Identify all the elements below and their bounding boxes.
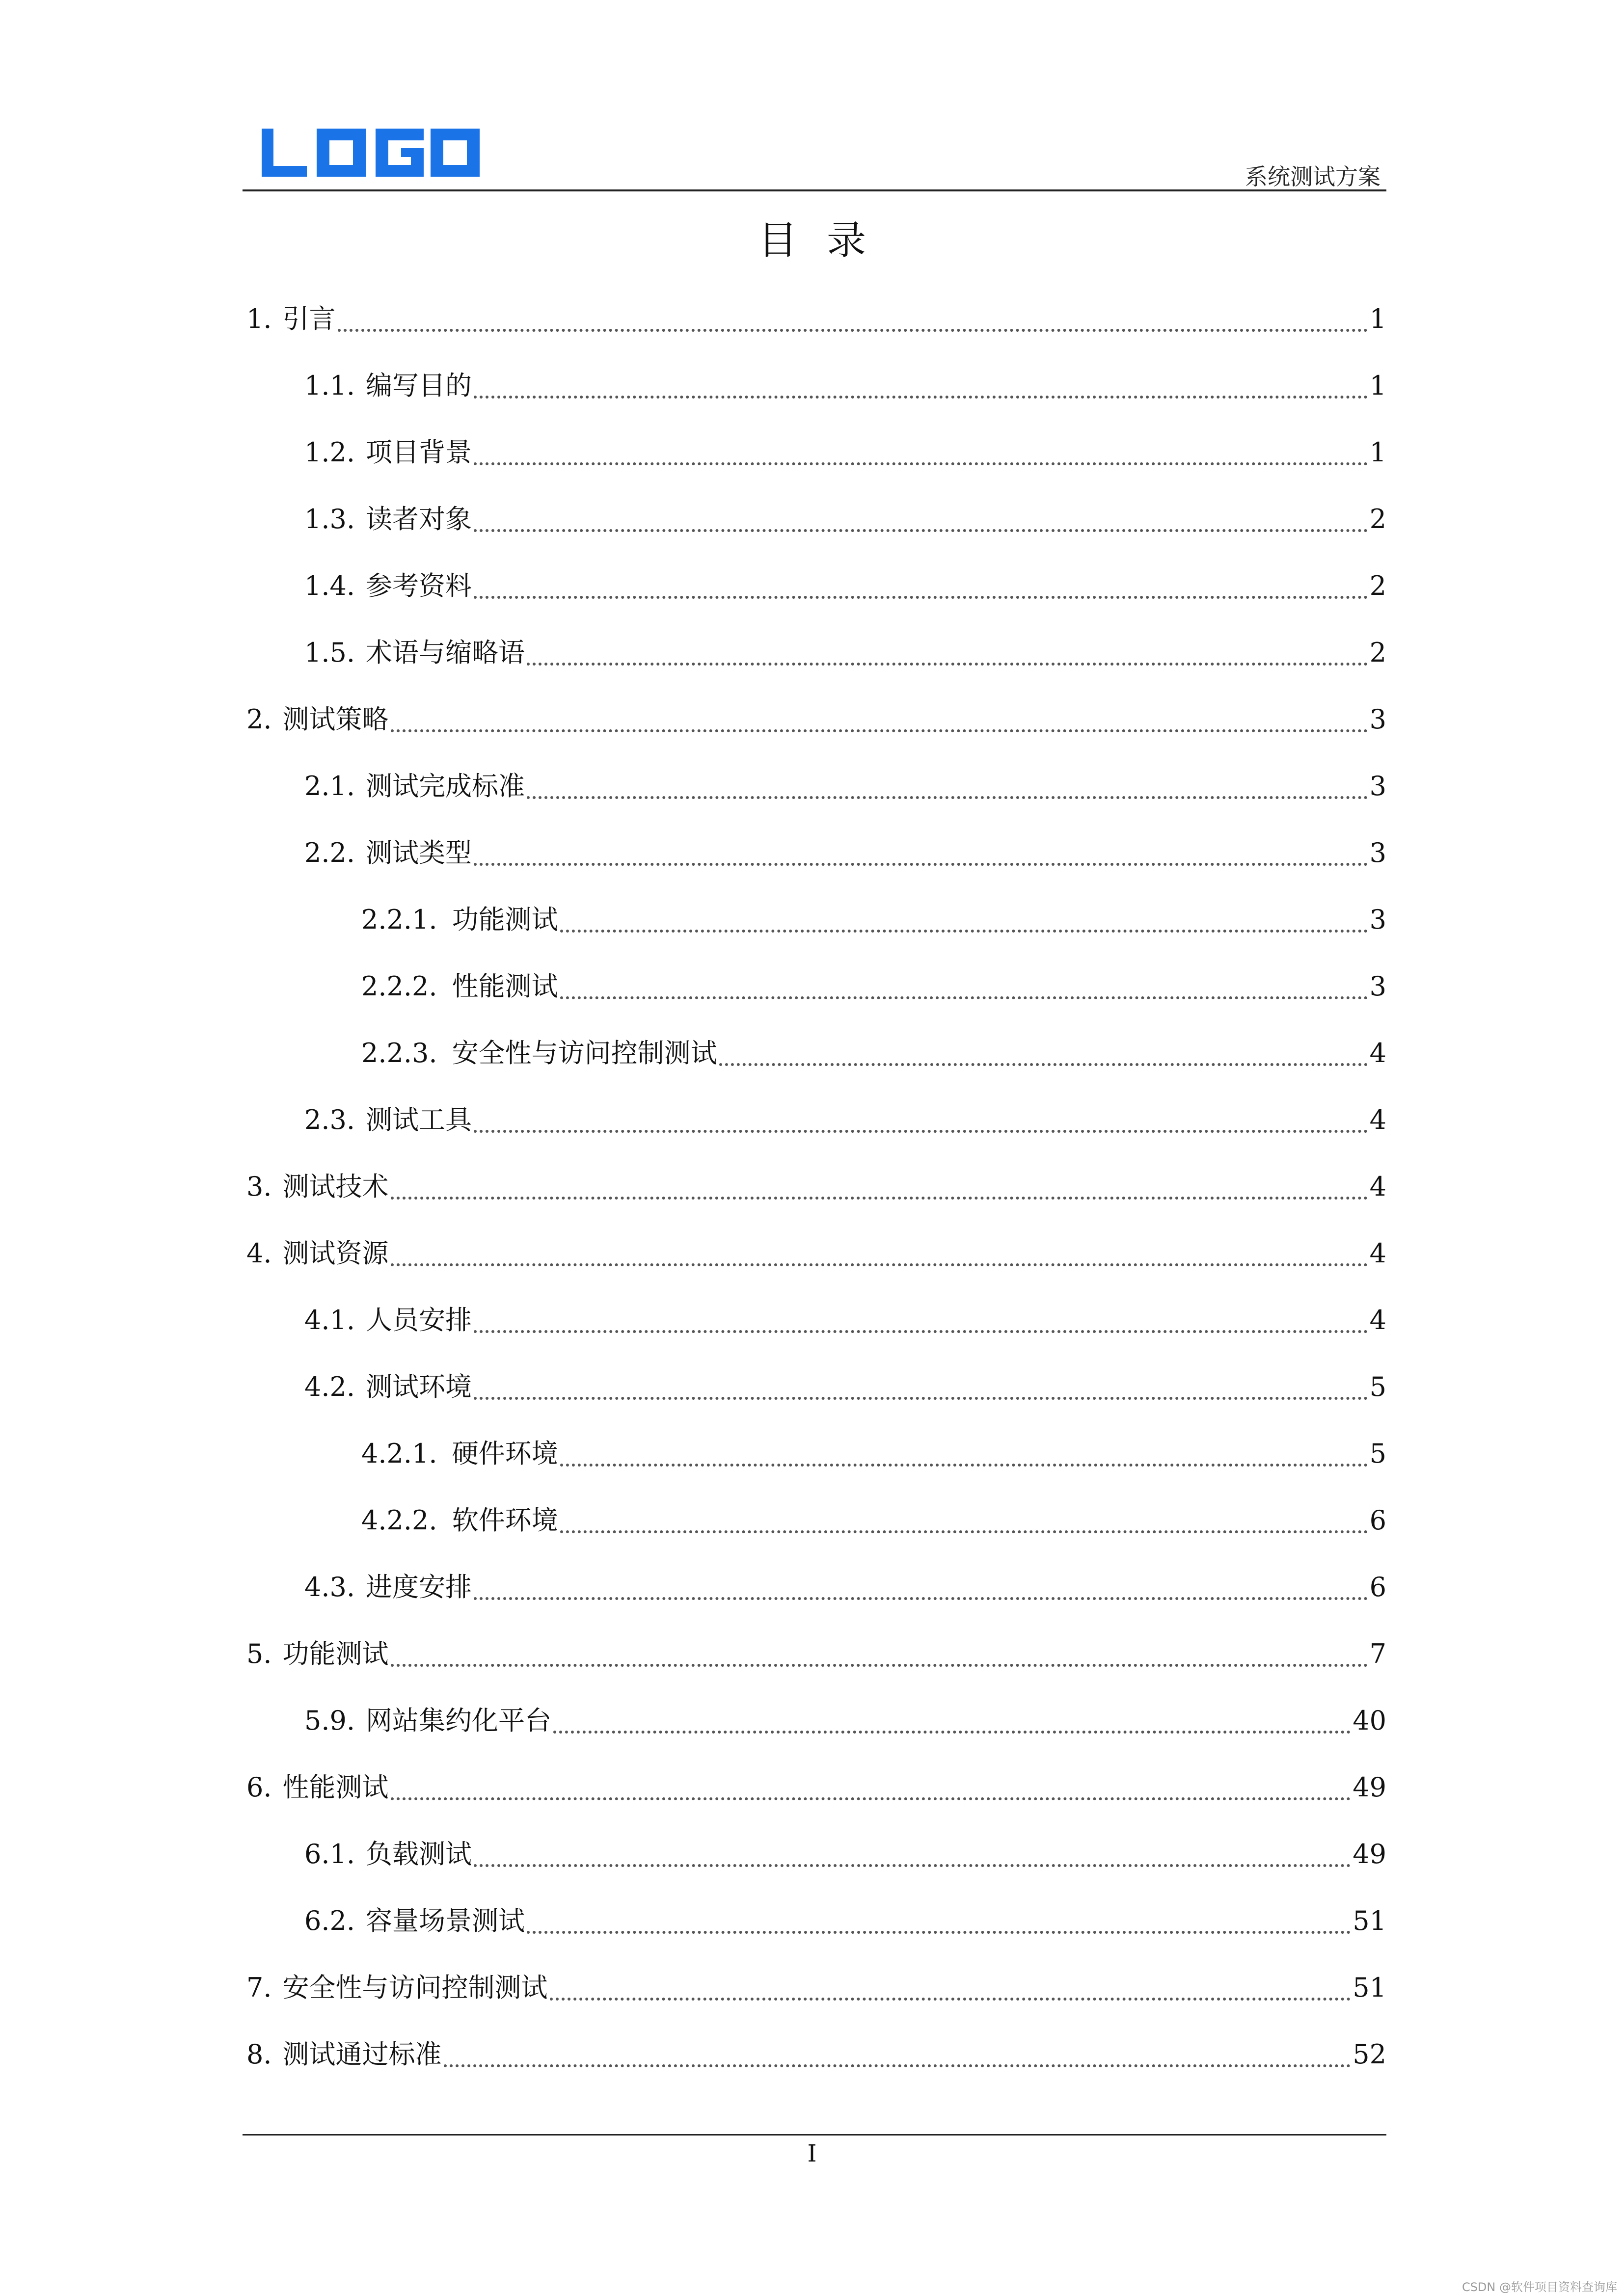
toc-entry-number: 2.2.3. bbox=[361, 1038, 437, 1068]
toc-dot-leader bbox=[474, 833, 1368, 866]
toc-entry[interactable] bbox=[243, 1835, 1386, 1901]
toc-entry-page: 2 bbox=[1369, 637, 1386, 668]
toc-dot-leader bbox=[474, 1301, 1368, 1333]
toc-dot-leader bbox=[391, 1234, 1368, 1266]
toc-entry-number: 5. bbox=[246, 1638, 272, 1669]
footer-divider bbox=[243, 2134, 1386, 2136]
toc-entry-page: 3 bbox=[1369, 837, 1386, 868]
toc-entry-title: 参考资料 bbox=[366, 570, 472, 601]
toc-entry[interactable] bbox=[243, 1167, 1386, 1234]
toc-entry[interactable] bbox=[243, 1901, 1386, 1968]
toc-entry-title: 安全性与访问控制测试 bbox=[452, 1038, 717, 1068]
page-number: I bbox=[807, 2140, 817, 2167]
toc-dot-leader bbox=[527, 633, 1368, 666]
toc-entry[interactable] bbox=[243, 900, 1386, 967]
toc-entry-title: 负载测试 bbox=[366, 1839, 472, 1869]
toc-entry-title: 人员安排 bbox=[366, 1305, 472, 1335]
toc-entry-number: 8. bbox=[246, 2039, 272, 2070]
toc-entry-title: 性能测试 bbox=[452, 971, 558, 1002]
toc-entry-number: 4. bbox=[246, 1238, 272, 1269]
toc-dot-leader bbox=[474, 433, 1368, 465]
toc-entry-page: 4 bbox=[1369, 1104, 1386, 1135]
toc-entry[interactable] bbox=[243, 1634, 1386, 1701]
toc-entry-title: 测试通过标准 bbox=[282, 2039, 442, 2070]
toc-dot-leader bbox=[338, 299, 1368, 332]
toc-entry-page: 49 bbox=[1353, 1772, 1386, 1803]
toc-entry[interactable] bbox=[243, 633, 1386, 700]
toc-dot-leader bbox=[474, 500, 1368, 532]
toc-entry-number: 1.1. bbox=[304, 370, 355, 401]
toc-entry-title: 安全性与访问控制测试 bbox=[282, 1972, 548, 2003]
toc-entry-number: 6.2. bbox=[304, 1905, 355, 1936]
toc-entry-title: 测试工具 bbox=[366, 1104, 472, 1135]
toc-entry-page: 7 bbox=[1369, 1638, 1386, 1669]
toc-dot-leader bbox=[560, 1434, 1368, 1467]
toc-entry-page: 40 bbox=[1353, 1705, 1386, 1736]
toc-entry-page: 3 bbox=[1369, 904, 1386, 935]
toc-entry-number: 1. bbox=[246, 303, 272, 334]
toc-entry[interactable] bbox=[243, 1434, 1386, 1501]
toc-title: 目录 bbox=[758, 217, 895, 263]
toc-entry[interactable] bbox=[243, 433, 1386, 500]
toc-entry[interactable] bbox=[243, 299, 1386, 366]
watermark: CSDN @软件项目资料查询库 bbox=[1462, 2280, 1617, 2294]
toc-entry-title: 术语与缩略语 bbox=[366, 637, 525, 668]
toc-entry-title: 容量场景测试 bbox=[366, 1905, 525, 1936]
toc-dot-leader bbox=[391, 1167, 1368, 1200]
toc-dot-leader bbox=[391, 1634, 1368, 1667]
table-of-contents bbox=[243, 299, 1386, 2102]
toc-entry-title: 编写目的 bbox=[366, 370, 472, 401]
toc-entry[interactable] bbox=[243, 767, 1386, 833]
toc-entry[interactable] bbox=[243, 366, 1386, 433]
toc-dot-leader bbox=[391, 700, 1368, 732]
toc-entry-page: 1 bbox=[1369, 303, 1386, 334]
toc-entry-page: 52 bbox=[1353, 2039, 1386, 2070]
toc-entry-title: 读者对象 bbox=[366, 504, 472, 534]
toc-entry-page: 6 bbox=[1369, 1572, 1386, 1602]
toc-entry-page: 51 bbox=[1353, 1905, 1386, 1936]
toc-entry-number: 5.9. bbox=[304, 1705, 355, 1736]
toc-entry[interactable] bbox=[243, 566, 1386, 633]
toc-entry[interactable] bbox=[243, 500, 1386, 566]
toc-dot-leader bbox=[560, 900, 1368, 933]
toc-entry[interactable] bbox=[243, 1034, 1386, 1100]
toc-entry-page: 1 bbox=[1369, 370, 1386, 401]
toc-entry[interactable] bbox=[243, 1234, 1386, 1301]
toc-dot-leader bbox=[553, 1701, 1351, 1734]
toc-entry[interactable] bbox=[243, 967, 1386, 1034]
toc-dot-leader bbox=[474, 1367, 1368, 1400]
toc-entry-title: 进度安排 bbox=[366, 1572, 472, 1602]
toc-entry[interactable] bbox=[243, 1701, 1386, 1768]
toc-entry[interactable] bbox=[243, 1100, 1386, 1167]
toc-dot-leader bbox=[474, 1835, 1351, 1867]
toc-entry-number: 4.2.1. bbox=[361, 1438, 437, 1469]
toc-entry[interactable] bbox=[243, 1768, 1386, 1835]
toc-entry-number: 2.2.1. bbox=[361, 904, 437, 935]
toc-dot-leader bbox=[474, 566, 1368, 599]
toc-entry-title: 测试环境 bbox=[366, 1371, 472, 1402]
toc-entry-number: 3. bbox=[246, 1171, 272, 1202]
toc-entry-page: 6 bbox=[1369, 1505, 1386, 1536]
toc-entry[interactable] bbox=[243, 2035, 1386, 2102]
toc-entry-title: 硬件环境 bbox=[452, 1438, 558, 1469]
toc-entry-number: 1.3. bbox=[304, 504, 355, 534]
toc-entry-number: 7. bbox=[246, 1972, 272, 2003]
toc-dot-leader bbox=[444, 2035, 1351, 2067]
toc-entry-page: 4 bbox=[1369, 1038, 1386, 1068]
toc-entry[interactable] bbox=[243, 1501, 1386, 1568]
toc-entry-number: 2.3. bbox=[304, 1104, 355, 1135]
toc-entry-number: 2.1. bbox=[304, 771, 355, 801]
toc-entry-page: 4 bbox=[1369, 1171, 1386, 1202]
toc-dot-leader bbox=[527, 1901, 1351, 1934]
toc-entry-number: 1.4. bbox=[304, 570, 355, 601]
toc-entry-page: 1 bbox=[1369, 437, 1386, 468]
toc-entry-page: 5 bbox=[1369, 1371, 1386, 1402]
toc-entry-title: 测试类型 bbox=[366, 837, 472, 868]
toc-entry-title: 性能测试 bbox=[282, 1772, 389, 1803]
toc-entry-number: 1.5. bbox=[304, 637, 355, 668]
toc-entry-number: 4.1. bbox=[304, 1305, 355, 1335]
toc-entry-page: 5 bbox=[1369, 1438, 1386, 1469]
toc-entry-number: 6. bbox=[246, 1772, 272, 1803]
toc-dot-leader bbox=[560, 1501, 1368, 1533]
toc-entry-page: 49 bbox=[1353, 1839, 1386, 1869]
toc-dot-leader bbox=[550, 1968, 1351, 2001]
toc-entry[interactable] bbox=[243, 1568, 1386, 1634]
toc-entry[interactable] bbox=[243, 833, 1386, 900]
toc-entry-page: 3 bbox=[1369, 971, 1386, 1002]
toc-entry-page: 4 bbox=[1369, 1305, 1386, 1335]
toc-entry[interactable] bbox=[243, 700, 1386, 767]
toc-entry[interactable] bbox=[243, 1968, 1386, 2035]
header-divider bbox=[243, 189, 1386, 191]
toc-dot-leader bbox=[719, 1034, 1368, 1066]
toc-dot-leader bbox=[560, 967, 1368, 999]
toc-entry-number: 2.2. bbox=[304, 837, 355, 868]
toc-dot-leader bbox=[527, 767, 1368, 799]
toc-entry-number: 4.2.2. bbox=[361, 1505, 437, 1536]
document-title: 系统测试方案 bbox=[1245, 163, 1380, 190]
toc-entry-title: 测试技术 bbox=[282, 1171, 389, 1202]
logo bbox=[262, 127, 480, 179]
toc-entry-page: 2 bbox=[1369, 570, 1386, 601]
toc-entry-page: 2 bbox=[1369, 504, 1386, 534]
toc-entry-number: 4.2. bbox=[304, 1371, 355, 1402]
toc-entry-number: 1.2. bbox=[304, 437, 355, 468]
toc-entry-title: 测试策略 bbox=[282, 704, 389, 735]
toc-entry-page: 3 bbox=[1369, 704, 1386, 735]
toc-dot-leader bbox=[474, 366, 1368, 399]
toc-entry-page: 3 bbox=[1369, 771, 1386, 801]
toc-entry-number: 4.3. bbox=[304, 1572, 355, 1602]
toc-entry-title: 引言 bbox=[282, 303, 336, 334]
toc-entry-title: 测试资源 bbox=[282, 1238, 389, 1269]
toc-entry-title: 功能测试 bbox=[452, 904, 558, 935]
toc-entry-page: 4 bbox=[1369, 1238, 1386, 1269]
toc-entry-number: 2.2.2. bbox=[361, 971, 437, 1002]
toc-entry-title: 项目背景 bbox=[366, 437, 472, 468]
toc-entry[interactable] bbox=[243, 1367, 1386, 1434]
toc-entry-title: 软件环境 bbox=[452, 1505, 558, 1536]
toc-entry-number: 2. bbox=[246, 704, 272, 735]
toc-entry-title: 测试完成标准 bbox=[366, 771, 525, 801]
toc-dot-leader bbox=[474, 1100, 1368, 1133]
toc-entry-number: 6.1. bbox=[304, 1839, 355, 1869]
toc-entry-title: 网站集约化平台 bbox=[366, 1705, 552, 1736]
toc-dot-leader bbox=[474, 1568, 1368, 1600]
toc-dot-leader bbox=[391, 1768, 1351, 1800]
toc-entry-page: 51 bbox=[1353, 1972, 1386, 2003]
toc-entry[interactable] bbox=[243, 1301, 1386, 1367]
toc-entry-title: 功能测试 bbox=[282, 1638, 389, 1669]
